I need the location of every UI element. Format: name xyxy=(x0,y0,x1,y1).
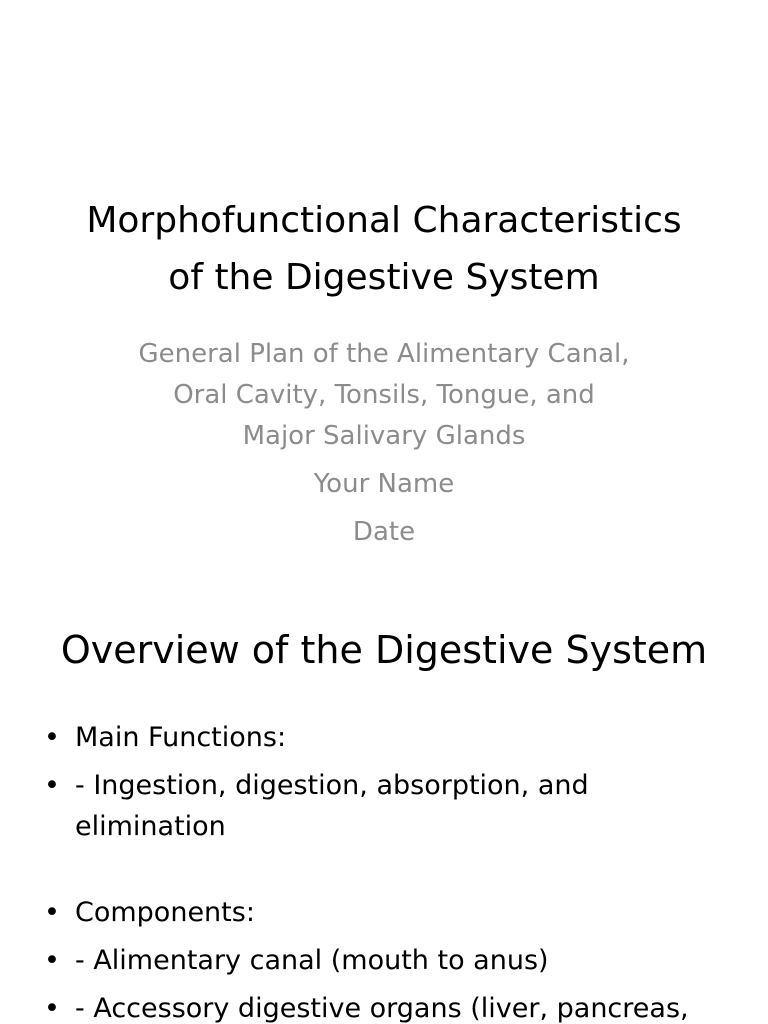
subtitle-block xyxy=(60,334,708,553)
bullet-icon: • xyxy=(44,993,60,1024)
title-line: of the Digestive System xyxy=(168,257,600,298)
title-line: Morphofunctional Characteristics xyxy=(86,200,682,241)
bullet-item xyxy=(44,892,734,933)
bullet-icon: • xyxy=(44,945,60,976)
bullet-icon: • xyxy=(44,770,60,801)
subtitle-line: Major Salivary Glands xyxy=(242,421,526,451)
subtitle-line: Oral Cavity, Tonsils, Tongue, and xyxy=(173,380,595,410)
presentation-subtitle xyxy=(60,334,708,457)
bullet-list xyxy=(44,717,734,1024)
bullet-item xyxy=(44,940,734,981)
author-name: Your Name xyxy=(313,469,455,499)
bullet-text: - Accessory digestive organs (liver, pancreas, xyxy=(75,993,689,1024)
slide-heading: Overview of the Digestive System xyxy=(60,628,708,672)
bullet-text: - Alimentary canal (mouth to anus) xyxy=(75,945,549,976)
overview-slide xyxy=(0,576,768,1024)
bullet-icon: • xyxy=(44,722,60,753)
presentation-title xyxy=(40,192,728,306)
bullet-text: - Ingestion, digestion, absorption, and elimination xyxy=(75,770,589,842)
bullet-item xyxy=(44,988,734,1024)
bullet-item xyxy=(44,717,734,758)
subtitle-line: General Plan of the Alimentary Canal, xyxy=(138,339,630,369)
bullet-spacer xyxy=(44,854,734,892)
bullet-text: Main Functions: xyxy=(75,722,287,753)
bullet-item xyxy=(44,765,734,847)
bullet-text: Components: xyxy=(75,897,255,928)
presentation-date: Date xyxy=(352,517,416,547)
bullet-icon: • xyxy=(44,897,60,928)
